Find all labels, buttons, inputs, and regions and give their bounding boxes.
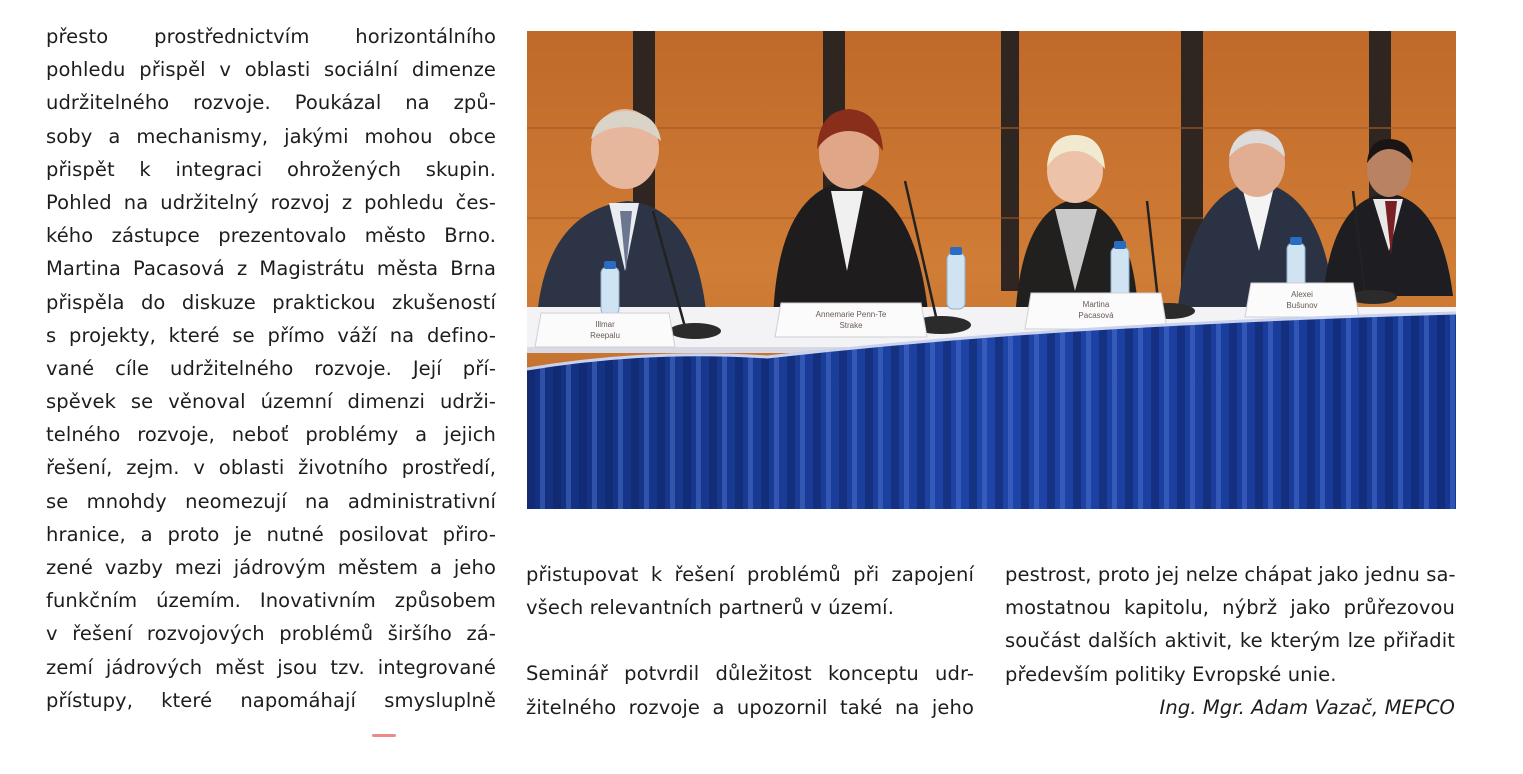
- text-line: s projekty, které se přímo váží na defino-: [46, 323, 496, 347]
- article-column-middle: [526, 558, 974, 724]
- text-line: žitelného rozvoje a upozornil také na jeho: [526, 695, 974, 719]
- nameplate-3: [1025, 293, 1167, 329]
- text-line: všech relevantních partnerů v území.: [526, 596, 894, 620]
- text-line: přispěla do diskuze praktickou zkušeností: [46, 290, 496, 314]
- text-line: funkčním územím. Inovativním způsobem: [46, 589, 496, 613]
- text-line: Martina Pacasová z Magistrátu města Brna: [46, 257, 496, 281]
- nameplate-1-line-2: Reepalu: [590, 331, 620, 340]
- decorative-mark: [372, 734, 396, 737]
- article-column-left: [46, 20, 496, 717]
- text-line: přesto prostřednictvím horizontálního: [46, 25, 496, 48]
- text-line: udržitelného rozvoje. Poukázal na způ-: [46, 91, 496, 115]
- conference-photo: [527, 31, 1456, 509]
- nameplate-4: [1245, 283, 1359, 317]
- text-line: přistupovat k řešení problémů při zapojení: [526, 563, 974, 586]
- text-line: zemí jádrových měst jsou tzv. integrované: [46, 655, 496, 679]
- text-line: především politiky Evropské unie.: [1005, 662, 1337, 686]
- text-line: mostatnou kapitolu, nýbrž jako průřezovou: [1005, 596, 1455, 620]
- text-line: řešení, zejm. v oblasti životního prostředí,: [46, 456, 496, 480]
- article-column-right: [1005, 558, 1455, 724]
- text-line: telného rozvoje, neboť problémy a jejich: [46, 423, 496, 447]
- nameplate-2-line-2: Strake: [839, 321, 863, 330]
- text-line: součást dalších aktivit, ke kterým lze přiřadit: [1005, 629, 1455, 653]
- text-line: hranice, a proto je nutné posilovat přiro-: [46, 522, 496, 546]
- text-line: v řešení rozvojových problémů širšího zá-: [46, 622, 496, 646]
- text-line: spěvek se věnoval územní dimenzi udrži-: [46, 390, 496, 414]
- text-line: vané cíle udržitelného rozvoje. Její pří-: [46, 356, 496, 380]
- text-line: pestrost, proto jej nelze chápat jako jednu sa-: [1005, 563, 1456, 586]
- text-line: soby a mechanismy, jakými mohou obce: [46, 124, 496, 148]
- nameplate-2-line-1: Annemarie Penn-Te: [815, 310, 887, 319]
- text-line: pohledu přispěl v oblasti sociální dimenze: [46, 58, 496, 82]
- text-line: se mnohdy neomezují na administrativní: [46, 489, 496, 513]
- nameplate-3-line-1: Martina: [1082, 300, 1110, 309]
- nameplate-2: [775, 303, 927, 337]
- text-line: Seminář potvrdil důležitost konceptu udr-: [526, 662, 974, 686]
- text-line: zené vazby mezi jádrovým městem a jeho: [46, 556, 496, 579]
- author-signature: Ing. Mgr. Adam Vazač, MEPCO: [1159, 695, 1455, 719]
- text-line: kého zástupce prezentovalo město Brno.: [46, 224, 496, 248]
- text-line: přispět k integraci ohrožených skupin.: [46, 157, 496, 181]
- text-line: Pohled na udržitelný rozvoj z pohledu čes-: [46, 190, 496, 214]
- nameplate-4-line-2: Bušunov: [1286, 301, 1318, 310]
- nameplate-4-line-1: Alexei: [1291, 290, 1313, 299]
- text-line: přístupy, které napomáhají smysluplně: [46, 688, 496, 712]
- nameplate-3-line-2: Pacasová: [1078, 311, 1114, 320]
- nameplate-1: [535, 313, 675, 347]
- nameplate-1-line-1: Illmar: [595, 320, 615, 329]
